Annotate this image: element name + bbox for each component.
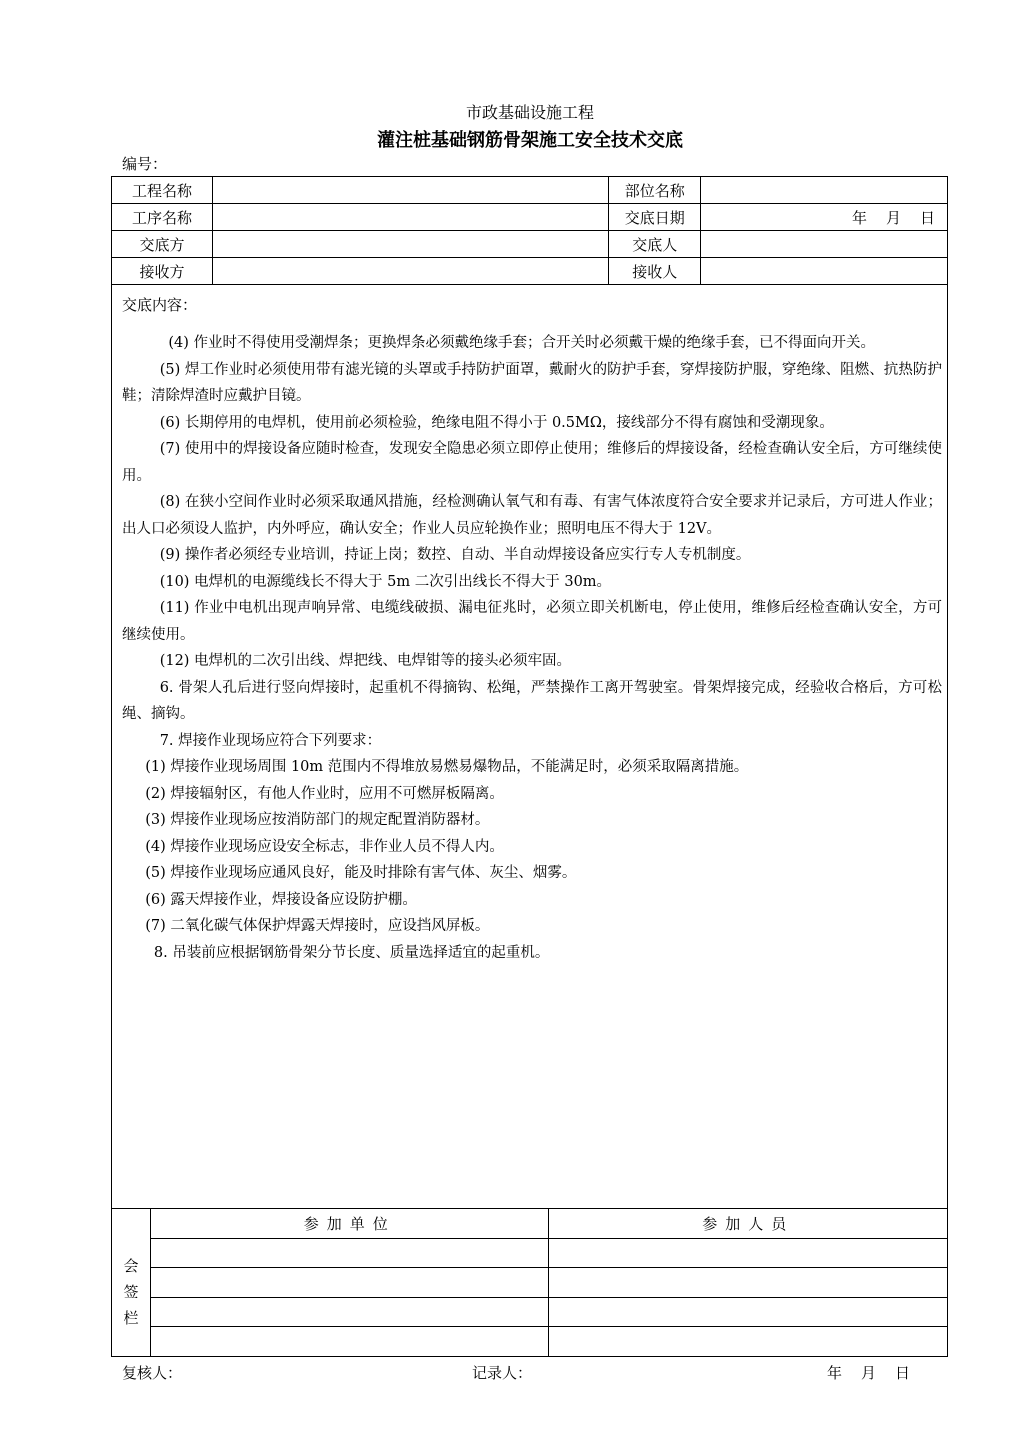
content-paragraph: (7) 二氧化碳气体保护焊露天焊接时，应设挡风屏板。 (145, 918, 490, 934)
process-name-value[interactable] (212, 204, 608, 231)
info-row (112, 258, 948, 285)
recorder-label: 记录人： (472, 1364, 533, 1382)
info-row (112, 231, 948, 258)
document-title: 灌注桩基础钢筋骨架施工安全技术交底 (377, 130, 683, 151)
info-table (111, 176, 948, 285)
sign-row (112, 1297, 948, 1327)
unit-cell[interactable] (150, 1327, 549, 1357)
info-row (112, 177, 948, 204)
project-name-value[interactable] (212, 177, 608, 204)
content-paragraph: 7. 焊接作业现场应符合下列要求： (159, 732, 382, 749)
content-paragraph: (3) 焊接作业现场应按消防部门的规定配置消防器材。 (145, 812, 490, 828)
sign-side-char: 签 (123, 1282, 139, 1301)
document-number-label: 编号： (122, 155, 168, 173)
sign-side-char: 栏 (123, 1308, 139, 1327)
receiver-value[interactable] (701, 258, 948, 285)
person-cell[interactable] (549, 1238, 948, 1268)
content-paragraph: (4) 作业时不得使用受潮焊条；更换焊条必须戴绝缘手套；合开关时必须戴干燥的绝缘手套，已不得面向开关。 (168, 335, 876, 351)
sign-row (112, 1238, 948, 1268)
handover-person-value[interactable] (701, 231, 948, 258)
info-row (112, 204, 948, 231)
project-name-label: 工程名称 (112, 177, 213, 204)
content-paragraph: (2) 焊接辐射区，有他人作业时，应用不可燃屏板隔离。 (145, 785, 504, 802)
participating-unit-header: 参加单位 (150, 1209, 549, 1239)
receiving-party-value[interactable] (212, 258, 608, 285)
sign-table (111, 1208, 948, 1357)
unit-cell[interactable] (150, 1238, 549, 1268)
content-paragraph: (9) 操作者必须经专业培训，持证上岗；数控、自动、半自动焊接设备应实行专人专机制度。 (159, 547, 751, 563)
sign-row (112, 1327, 948, 1357)
content-paragraph: (6) 长期停用的电焊机，使用前必须检验，绝缘电阻不得小于 0.5MΩ，接线部分不得有腐蚀和受潮现象。 (159, 414, 834, 431)
handover-party-value[interactable] (212, 231, 608, 258)
content-paragraph: (5) 焊工作业时必须使用带有滤光镜的头罩或手持防护面罩，戴耐火的防护手套，穿焊接防护服，穿绝缘、阻燃、抗热防护鞋；清除焊渣时应戴护目镜。 (122, 361, 942, 404)
document-subtitle: 市政基础设施工程 (465, 103, 594, 122)
content-paragraph: 8. 吊装前应根据钢筋骨架分节长度、质量选择适宜的起重机。 (153, 944, 550, 961)
person-cell[interactable] (549, 1297, 948, 1327)
handover-date-value[interactable]: 年 月 日 (701, 204, 948, 231)
content-paragraph: (10) 电焊机的电源缆线长不得大于 5m 二次引出线长不得大于 30m。 (159, 573, 612, 590)
sign-side-label (112, 1209, 151, 1357)
person-cell[interactable] (549, 1327, 948, 1357)
content-paragraph: (11) 作业中电机出现声响异常、电缆线破损、漏电征兆时，必须立即关机断电，停止使用，维修后经检查确认安全，方可继续使用。 (122, 600, 942, 643)
content-label: 交底内容： (122, 296, 198, 314)
reviewer-label: 复核人： (122, 1364, 183, 1382)
sign-row (112, 1268, 948, 1298)
handover-person-label: 交底人 (609, 231, 701, 258)
content-paragraph: (1) 焊接作业现场周围 10m 范围内不得堆放易燃易爆物品，不能满足时，必须采取隔离措施。 (145, 759, 749, 775)
unit-cell[interactable] (150, 1268, 549, 1298)
part-name-value[interactable] (701, 177, 948, 204)
person-cell[interactable] (549, 1268, 948, 1298)
sign-header-row (112, 1209, 948, 1239)
sign-side-char: 会 (123, 1256, 139, 1275)
content-paragraph: (6) 露天焊接作业，焊接设备应设防护棚。 (145, 891, 417, 908)
unit-cell[interactable] (150, 1297, 549, 1327)
content-paragraph: 6. 骨架人孔后进行竖向焊接时，起重机不得摘钩、松绳，严禁操作工离开驾驶室。骨架焊接完成，经验收合格后，方可松绳、摘钩。 (122, 679, 942, 722)
content-paragraph: (12) 电焊机的二次引出线、焊把线、电焊钳等的接头必须牢固。 (159, 653, 572, 669)
process-name-label: 工序名称 (112, 204, 213, 231)
part-name-label: 部位名称 (609, 177, 701, 204)
content-paragraph: (4) 焊接作业现场应设安全标志，非作业人员不得人内。 (145, 838, 504, 855)
content-paragraph: (8) 在狭小空间作业时必须采取通风措施，经检测确认氧气和有毒、有害气体浓度符合安全要求并记录后，方可进人作业；出人口必须设人监护，内外呼应，确认安全；作业人员应轮换作业；照明电压不得大于 12V。 (122, 494, 942, 537)
content-body (122, 330, 942, 966)
handover-party-label: 交底方 (112, 231, 213, 258)
participating-person-header: 参加人员 (549, 1209, 948, 1239)
footer-date: 年 月 日 (827, 1364, 913, 1382)
content-paragraph: (5) 焊接作业现场应通风良好，能及时排除有害气体、灰尘、烟雾。 (145, 865, 577, 881)
content-paragraph: (7) 使用中的焊接设备应随时检查，发现安全隐患必须立即停止使用；维修后的焊接设备，经检查确认安全后，方可继续使用。 (122, 441, 942, 484)
handover-date-label: 交底日期 (609, 204, 701, 231)
receiver-label: 接收人 (609, 258, 701, 285)
receiving-party-label: 接收方 (112, 258, 213, 285)
